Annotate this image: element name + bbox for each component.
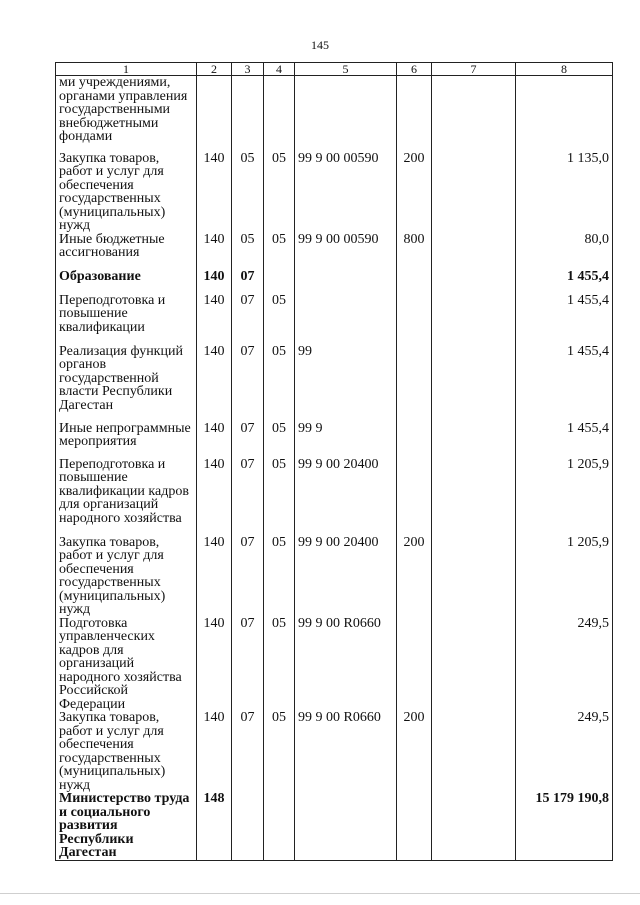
subsection-code-cell bbox=[264, 792, 295, 860]
section-code-cell: 07 bbox=[232, 345, 264, 422]
column7-cell bbox=[432, 345, 516, 422]
section-code-cell: 07 bbox=[232, 270, 264, 294]
amount-cell: 1 455,4 bbox=[516, 422, 613, 458]
ministry-code-cell: 140 bbox=[197, 422, 232, 458]
table-row bbox=[56, 270, 613, 294]
subsection-code-cell bbox=[264, 76, 295, 152]
section-code-cell: 07 bbox=[232, 536, 264, 617]
row-name-cell: Переподготовка и повышение квалификации bbox=[56, 294, 197, 345]
table-row bbox=[56, 76, 613, 152]
table-row bbox=[56, 233, 613, 270]
column-header: 5 bbox=[295, 63, 397, 76]
expense-type-cell bbox=[397, 76, 432, 152]
subsection-code-cell: 05 bbox=[264, 294, 295, 345]
expense-type-cell: 800 bbox=[397, 233, 432, 270]
target-article-cell bbox=[295, 270, 397, 294]
row-name-cell: Образование bbox=[56, 270, 197, 294]
ministry-code-cell: 140 bbox=[197, 152, 232, 233]
column7-cell bbox=[432, 458, 516, 536]
table-row bbox=[56, 345, 613, 422]
target-article-cell: 99 bbox=[295, 345, 397, 422]
table-header bbox=[56, 63, 613, 76]
amount-cell: 1 455,4 bbox=[516, 270, 613, 294]
ministry-code-cell bbox=[197, 76, 232, 152]
subsection-code-cell: 05 bbox=[264, 233, 295, 270]
ministry-code-cell: 140 bbox=[197, 294, 232, 345]
subsection-code-cell: 05 bbox=[264, 711, 295, 792]
expense-type-cell: 200 bbox=[397, 536, 432, 617]
amount-cell: 1 455,4 bbox=[516, 345, 613, 422]
table-row bbox=[56, 152, 613, 233]
ministry-code-cell: 140 bbox=[197, 345, 232, 422]
column-header: 1 bbox=[56, 63, 197, 76]
subsection-code-cell: 05 bbox=[264, 617, 295, 712]
row-name-cell: Закупка товаров, работ и услуг для обеспечения государственных (муниципальных) нужд bbox=[56, 152, 197, 233]
section-code-cell bbox=[232, 76, 264, 152]
section-code-cell: 07 bbox=[232, 294, 264, 345]
table-row bbox=[56, 536, 613, 617]
target-article-cell: 99 9 00 20400 bbox=[295, 458, 397, 536]
column-header: 3 bbox=[232, 63, 264, 76]
amount-cell: 1 455,4 bbox=[516, 294, 613, 345]
expense-type-cell: 200 bbox=[397, 711, 432, 792]
section-code-cell: 07 bbox=[232, 617, 264, 712]
section-code-cell: 05 bbox=[232, 152, 264, 233]
ministry-code-cell: 140 bbox=[197, 536, 232, 617]
column7-cell bbox=[432, 536, 516, 617]
amount-cell: 1 135,0 bbox=[516, 152, 613, 233]
amount-cell: 249,5 bbox=[516, 711, 613, 792]
amount-cell bbox=[516, 76, 613, 152]
row-name-cell: Переподготовка и повышение квалификации кадров для организаций народного хозяйства bbox=[56, 458, 197, 536]
target-article-cell: 99 9 bbox=[295, 422, 397, 458]
amount-cell: 1 205,9 bbox=[516, 458, 613, 536]
column7-cell bbox=[432, 233, 516, 270]
subsection-code-cell: 05 bbox=[264, 345, 295, 422]
target-article-cell: 99 9 00 20400 bbox=[295, 536, 397, 617]
column7-cell bbox=[432, 294, 516, 345]
amount-cell: 15 179 190,8 bbox=[516, 792, 613, 860]
subsection-code-cell: 05 bbox=[264, 152, 295, 233]
expense-type-cell bbox=[397, 792, 432, 860]
column7-cell bbox=[432, 422, 516, 458]
expense-type-cell bbox=[397, 617, 432, 712]
section-code-cell: 07 bbox=[232, 458, 264, 536]
ministry-code-cell: 140 bbox=[197, 617, 232, 712]
table-row bbox=[56, 458, 613, 536]
expense-type-cell bbox=[397, 458, 432, 536]
column7-cell bbox=[432, 270, 516, 294]
table-row bbox=[56, 711, 613, 792]
ministry-code-cell: 140 bbox=[197, 711, 232, 792]
column-header: 8 bbox=[516, 63, 613, 76]
column-header: 7 bbox=[432, 63, 516, 76]
expense-type-cell bbox=[397, 270, 432, 294]
target-article-cell bbox=[295, 76, 397, 152]
ministry-code-cell: 140 bbox=[197, 233, 232, 270]
column-number-row bbox=[56, 63, 613, 76]
row-name-cell: Подготовка управленческих кадров для организаций народного хозяйства Российской Федерации bbox=[56, 617, 197, 712]
page-bottom-divider bbox=[0, 893, 640, 894]
target-article-cell bbox=[295, 792, 397, 860]
section-code-cell bbox=[232, 792, 264, 860]
page-number: 145 bbox=[311, 38, 329, 52]
ministry-code-cell: 148 bbox=[197, 792, 232, 860]
column7-cell bbox=[432, 152, 516, 233]
expense-type-cell bbox=[397, 422, 432, 458]
amount-cell: 1 205,9 bbox=[516, 536, 613, 617]
row-name-cell: Министерство труда и социального развития Республики Дагестан bbox=[56, 792, 197, 860]
section-code-cell: 07 bbox=[232, 422, 264, 458]
amount-cell: 80,0 bbox=[516, 233, 613, 270]
target-article-cell: 99 9 00 R0660 bbox=[295, 617, 397, 712]
ministry-code-cell: 140 bbox=[197, 270, 232, 294]
table-body bbox=[56, 76, 613, 861]
table-row bbox=[56, 792, 613, 860]
expense-type-cell bbox=[397, 345, 432, 422]
target-article-cell: 99 9 00 R0660 bbox=[295, 711, 397, 792]
column7-cell bbox=[432, 792, 516, 860]
subsection-code-cell: 05 bbox=[264, 536, 295, 617]
amount-cell: 249,5 bbox=[516, 617, 613, 712]
row-name-cell: Иные бюджетные ассигнования bbox=[56, 233, 197, 270]
subsection-code-cell: 05 bbox=[264, 458, 295, 536]
column7-cell bbox=[432, 617, 516, 712]
section-code-cell: 07 bbox=[232, 711, 264, 792]
row-name-cell: Закупка товаров, работ и услуг для обеспечения государственных (муниципальных) нужд bbox=[56, 711, 197, 792]
section-code-cell: 05 bbox=[232, 233, 264, 270]
ministry-code-cell: 140 bbox=[197, 458, 232, 536]
column-header: 4 bbox=[264, 63, 295, 76]
budget-table bbox=[55, 62, 613, 861]
table-row bbox=[56, 617, 613, 712]
subsection-code-cell: 05 bbox=[264, 422, 295, 458]
target-article-cell: 99 9 00 00590 bbox=[295, 233, 397, 270]
target-article-cell: 99 9 00 00590 bbox=[295, 152, 397, 233]
column-header: 6 bbox=[397, 63, 432, 76]
column-header: 2 bbox=[197, 63, 232, 76]
column7-cell bbox=[432, 711, 516, 792]
table-row bbox=[56, 422, 613, 458]
column7-cell bbox=[432, 76, 516, 152]
expense-type-cell bbox=[397, 294, 432, 345]
row-name-cell: Иные непрограммные мероприятия bbox=[56, 422, 197, 458]
row-name-cell: ми учреждениями, органами управления государственными внебюджетными фондами bbox=[56, 76, 197, 152]
expense-type-cell: 200 bbox=[397, 152, 432, 233]
table-row bbox=[56, 294, 613, 345]
row-name-cell: Закупка товаров, работ и услуг для обеспечения государственных (муниципальных) нужд bbox=[56, 536, 197, 617]
subsection-code-cell bbox=[264, 270, 295, 294]
row-name-cell: Реализация функций органов государственной власти Республики Дагестан bbox=[56, 345, 197, 422]
target-article-cell bbox=[295, 294, 397, 345]
